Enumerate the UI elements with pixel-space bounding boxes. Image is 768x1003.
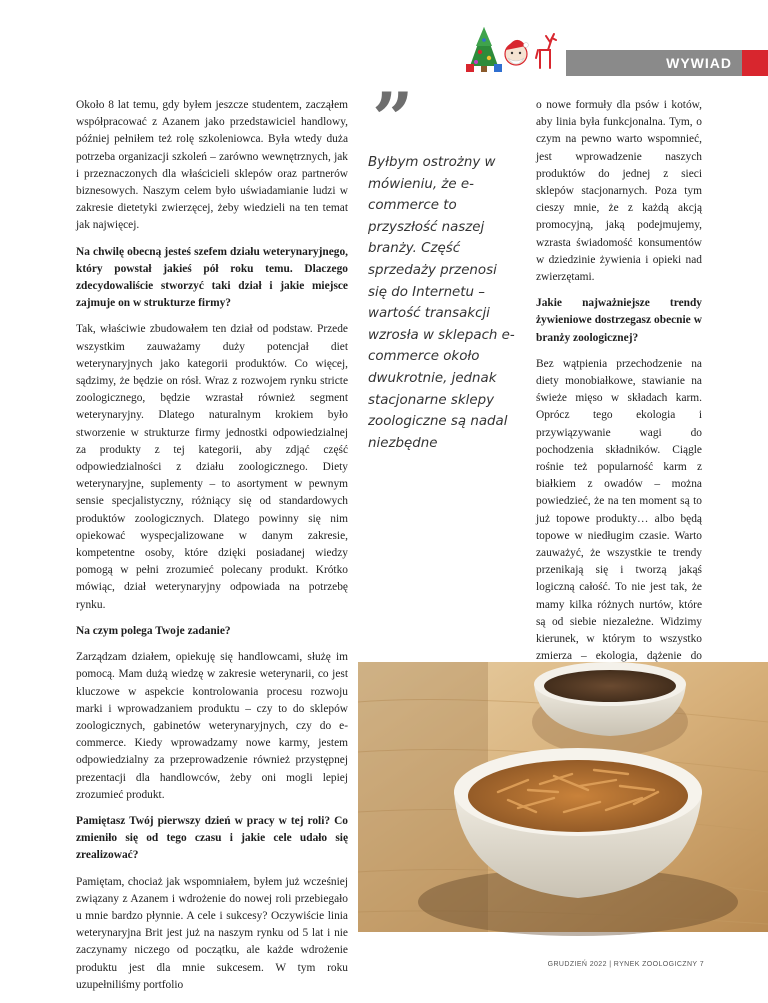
question-paragraph: Na czym polega Twoje zadanie? (76, 624, 231, 637)
answer-paragraph: Bez wątpienia przechodzenie na diety monobiałkowe, stawianie na świeże mięso w składach karm. Oprócz tego ekologia i przywiązywanie wagi do pochodzenia składników. Ciągle rośnie też popularność karm z białkiem z owadów – można powiedzieć, że na ten moment są to już topowe produkty… albo będą topowe w niedługim czasie. Warto zauważyć, że wszystkie te trendy przenikają się i tworzą jakąś logiczną całość. To nie jest tak, że mamy kilka różnych nurtów, które są od siebie niezależne. Widzimy kierunek, w którym to wszystko zmierza – ekologia, dążenie do (536, 357, 702, 663)
answer-paragraph: Pamiętam, chociaż jak wspomniałem, byłem już wcześniej związany z Azanem i wdrożenie do nowej roli przebiegało u mnie bardzo płynnie. A cele i sukcesy? Oczywiście linia weterynaryjna Brit jest już na naszym rynku od 5 lat i nie zaczynamy niczego od początku, ale każde wdrożenie produktu jest dla mnie sukcesem. W tym roku uzupełniliśmy portfolio (76, 875, 348, 991)
answer-paragraph: Około 8 lat temu, gdy byłem jeszcze studentem, zacząłem współpracować z Azanem jako przedstawiciel handlowy, później pełniłem też rolę szkoleniowca. Była wtedy duża potrzeba organizacji szkoleń – zarówno wewnętrznych, jak i przeznaczonych dla właścicieli sklepów oraz partnerów biznesowych. Naszym celem było uświadamianie ludzi w zakresie dietetyki zwierzęcej, żeby wiedzieli na ten temat jak najwięcej. (76, 99, 348, 232)
answer-paragraph: o nowe formuły dla psów i kotów, aby linia była funkcjonalna. Tym, o czym na pewno warto wspomnieć, jest wprowadzenie naszych produktów do jednej z sieci sklepów stacjonarnych. Poza tym cieszy mnie, że z każdą akcją promocyjną, jaką podejmujemy, wzrasta świadomość konsumentów w dziedzinie żywienia i opieki nad zwierzętami. (536, 99, 702, 284)
section-bar (566, 50, 768, 76)
question-paragraph: Na chwilę obecną jesteś szefem działu weterynaryjnego, który powstał jakieś pół roku temu. Dlaczego zdecydowaliście stworzyć taki dział i jakie miejsce zajmuje on w strukturze firmy? (76, 245, 348, 310)
reindeer-icon (536, 34, 556, 68)
christmas-tree-icon (466, 27, 502, 72)
article-column-right (536, 97, 702, 709)
photo-illustration (358, 662, 768, 932)
section-label: WYWIAD (666, 55, 732, 71)
santa-icon (505, 40, 528, 65)
page-footer: GRUDZIEŃ 2022 | RYNEK ZOOLOGICZNY 7 (547, 961, 704, 968)
answer-paragraph: Tak, właściwie zbudowałem ten dział od podstaw. Przede wszystkim zauważamy duży potencjał diet weterynaryjnych jako kategorii produktów. Co więcej, sądzimy, że będzie on rósł. Wraz z rozwojem rynku stricte zoologicznego, będzie wzrastał również segment weterynaryjny. Dlatego naturalnym krokiem było stworzenie w strukturze firmy jednostki odpowiedzialnej za produkty z tej kategorii, aby zdjąć część odpowiedzialności z działu zoologicznego. Diety weterynaryjne, suplementy – to asortyment w pewnym sensie specjalistyczny, różniący się od standardowych produktów zoologicznych. Dlatego powinny się nim opiekować wyspecjalizowane w danym zakresie, kompetentne osoby, które dzięki posiadanej wiedzy pomogą w pełni zrozumieć polecany produkt. Krótko mówiąc, dział weterynaryjny odpowiada na potrzebę rynku. (76, 323, 348, 611)
article-column-left (76, 97, 348, 1003)
christmas-decoration (462, 24, 558, 74)
svg-text:”: ” (372, 76, 414, 161)
question-paragraph: Jakie najważniejsze trendy żywieniowe dostrzegasz obecnie w branży zoologicznej? (536, 297, 702, 344)
quote-mark-icon (372, 76, 416, 161)
pull-quote: Byłbym ostrożny w mówieniu, że e-commerce to przyszłość naszej branży. Część sprzedaży przenosi się do Internetu – wartość transakcji wzrosła w sklepach e-commerce około dwukrotnie, jednak stacjonarne sklepy zoologiczne są nadal niezbędne (368, 155, 515, 451)
section-accent (742, 50, 768, 76)
answer-paragraph: Zarządzam działem, opiekuję się handlowcami, służę im pomocą. Mam dużą wiedzę w zakresie weterynarii, co jest kluczowe w aspekcie kontrolowania procesu rozwoju marki i wprowadzaniem produktu – czy to do sklepów zoologicznych, gabinetów weterynaryjnych, czy do e-commerce. Kiedy wprowadzamy nowe karmy, jestem odpowiedzialny za przeprowadzenie również przystępnej prezentacji dla handlowców, żeby oni mogli lepiej zrozumieć produkt. (76, 651, 348, 801)
question-paragraph: Pamiętasz Twój pierwszy dzień w pracy w tej roli? Co zmieniło się od tego czasu i jakie cele udało się zrealizować? (76, 814, 348, 862)
photo-insect-food-bowls (358, 662, 768, 932)
